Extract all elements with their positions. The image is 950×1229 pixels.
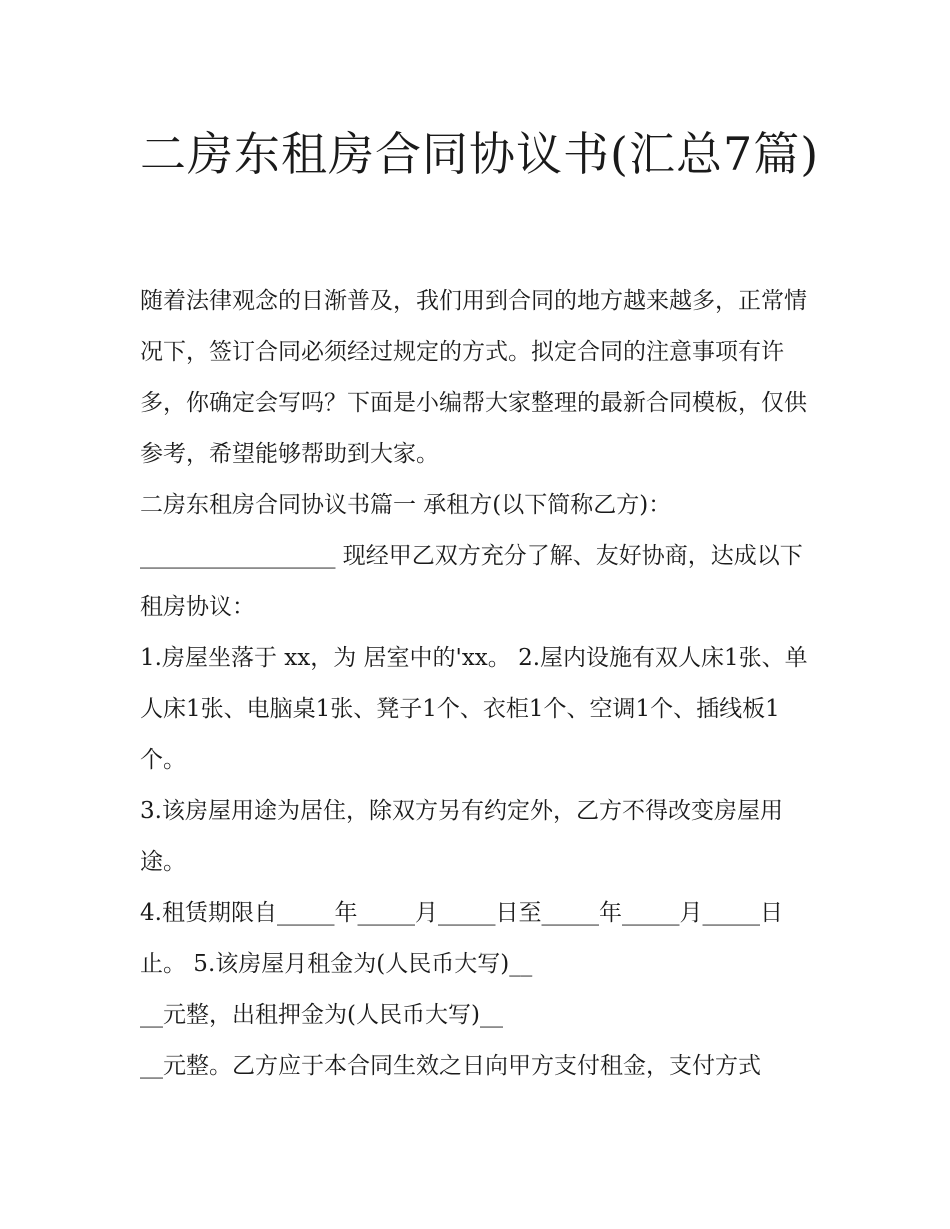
contract-heading-paragraph: 二房东租房合同协议书篇一 承租方(以下简称乙方)：_________________ 现经甲乙双方充分了解、友好协商，达成以下租房协议： bbox=[140, 492, 803, 620]
document-body bbox=[140, 276, 812, 1092]
clause-1-2-paragraph: 1.房屋坐落于 xx，为 居室中的'xx。 2.屋内设施有双人床1张、单人床1张、电脑桌1张、凳子1个、衣柜1个、空调1个、插线板1个。 bbox=[140, 645, 808, 773]
clause-3-paragraph: 3.该房屋用途为居住，除双方另有约定外，乙方不得改变房屋用途。 bbox=[140, 798, 783, 875]
document-title: 二房东租房合同协议书(汇总7篇) bbox=[140, 127, 820, 181]
clause-4-5-paragraph: 4.租赁期限自_____年_____月_____日至_____年_____月_____日止。 5.该房屋月租金为(人民币大写)__ bbox=[140, 900, 783, 977]
payment-paragraph: __元整。乙方应于本合同生效之日向甲方支付租金，支付方式 bbox=[140, 1053, 761, 1079]
deposit-paragraph: __元整，出租押金为(人民币大写)__ bbox=[140, 1002, 503, 1028]
intro-paragraph: 随着法律观念的日渐普及，我们用到合同的地方越来越多，正常情况下，签订合同必须经过规定的方式。拟定合同的注意事项有许多，你确定会写吗？下面是小编帮大家整理的最新合同模板，仅供参考，希望能够帮助到大家。 bbox=[140, 288, 807, 467]
